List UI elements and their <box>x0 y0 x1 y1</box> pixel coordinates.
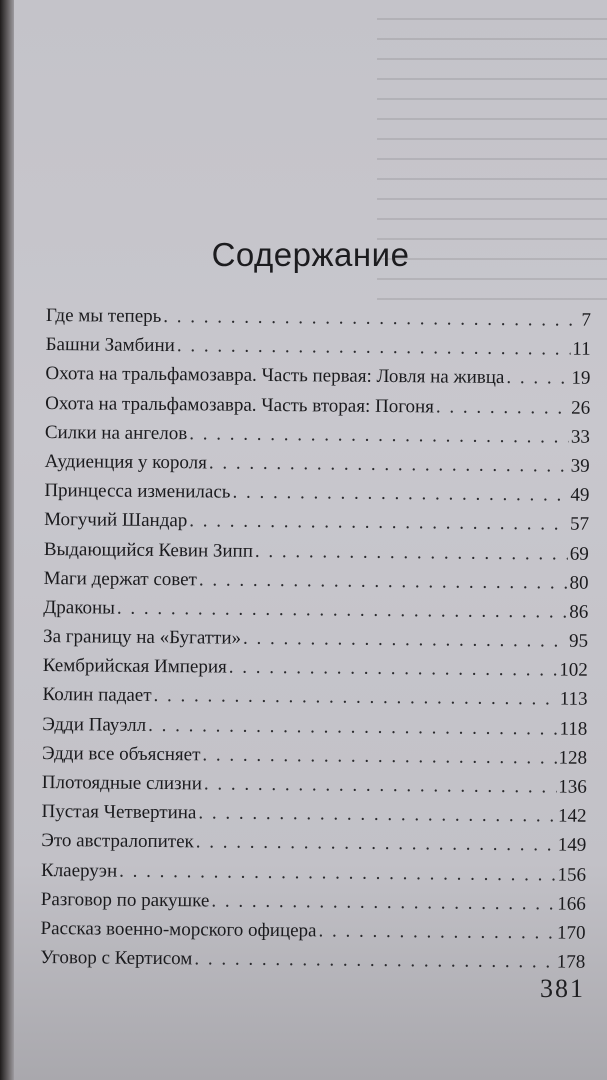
toc-entry <box>42 743 587 777</box>
toc-entry-page: 80 <box>569 572 589 594</box>
table-of-contents <box>40 305 591 981</box>
toc-entry-page: 166 <box>557 893 586 915</box>
toc-entry-page: 69 <box>569 543 589 565</box>
toc-entry <box>41 830 586 864</box>
toc-entry-title: Выдающийся Кевин Зипп <box>43 538 254 562</box>
toc-leader-dots <box>153 685 557 711</box>
toc-entry-title: Плотоядные слизни <box>41 771 203 795</box>
toc-entry-page: 142 <box>557 805 587 827</box>
toc-entry <box>43 626 588 660</box>
toc-entry <box>43 597 588 631</box>
toc-entry-page: 102 <box>559 659 588 681</box>
toc-leader-dots <box>189 423 569 448</box>
toc-leader-dots <box>243 628 567 653</box>
toc-entry-page: 113 <box>559 688 588 711</box>
toc-entry-title: Эдди Пауэлл <box>42 713 147 736</box>
toc-leader-dots <box>177 335 571 360</box>
toc-entry-title: Это австралопитек <box>41 830 194 853</box>
toc-entry-title: Колин падает <box>42 684 152 707</box>
toc-entry-page: 39 <box>570 455 590 477</box>
toc-entry-page: 49 <box>570 484 590 506</box>
toc-entry-title: Пустая Четвертина <box>41 801 197 824</box>
toc-entry-title: Клаеруэн <box>40 859 118 882</box>
toc-leader-dots <box>209 452 569 477</box>
toc-entry-title: Кембрийская Империя <box>42 655 227 678</box>
toc-entry-title: Башни Замбини <box>45 334 175 357</box>
toc-entry <box>41 801 586 835</box>
toc-leader-dots <box>255 540 568 565</box>
toc-entry-page: 57 <box>570 513 590 536</box>
toc-entry <box>40 947 585 981</box>
toc-entry-title: Охота на тральфамозавра. Часть первая: Ловля на живца <box>45 363 505 389</box>
toc-leader-dots <box>148 715 558 741</box>
toc-entry <box>44 538 589 572</box>
toc-entry <box>41 860 586 894</box>
toc-entry-title: Аудиенция у короля <box>44 450 208 474</box>
toc-entry-page: 170 <box>556 922 586 944</box>
toc-leader-dots <box>202 744 556 769</box>
toc-entry <box>45 422 590 456</box>
toc-entry-title: Драконы <box>43 596 116 619</box>
toc-entry-page: 95 <box>568 630 589 652</box>
toc-entry-title: Маги держат совет <box>43 567 197 591</box>
toc-entry-title: Эдди все объясняет <box>41 742 201 766</box>
toc-leader-dots <box>119 860 556 886</box>
toc-entry <box>43 655 588 689</box>
toc-leader-dots <box>506 367 569 390</box>
toc-entry-title: Силки на ангелов <box>44 421 188 444</box>
toc-entry-page: 33 <box>570 426 590 448</box>
toc-entry <box>44 480 589 514</box>
toc-entry <box>45 393 590 427</box>
toc-entry-page: 26 <box>571 397 591 419</box>
toc-entry-title: Рассказ военно-морского офицера <box>40 917 317 942</box>
toc-leader-dots <box>436 396 569 419</box>
toc-entry <box>40 918 585 952</box>
toc-entry-page: 136 <box>558 776 587 798</box>
page-title: Содержание <box>211 236 410 273</box>
toc-leader-dots <box>194 948 555 973</box>
toc-entry <box>45 363 590 397</box>
toc-leader-dots <box>163 306 579 332</box>
toc-entry <box>46 305 591 339</box>
toc-entry-title: Уговор с Кертисом <box>40 947 193 970</box>
toc-leader-dots <box>318 920 555 944</box>
toc-entry-page: 178 <box>556 951 586 973</box>
toc-entry-title: За границу на «Бугатти» <box>43 626 242 649</box>
toc-entry <box>42 684 587 718</box>
toc-entry-page: 7 <box>581 309 591 331</box>
toc-leader-dots <box>198 803 556 828</box>
toc-entry <box>42 714 587 748</box>
toc-leader-dots <box>211 890 555 915</box>
toc-leader-dots <box>204 773 557 798</box>
toc-entry-title: Где мы теперь <box>45 305 162 328</box>
toc-leader-dots <box>199 569 568 594</box>
toc-leader-dots <box>117 598 568 624</box>
toc-entry-page: 86 <box>569 601 589 623</box>
toc-entry-page: 11 <box>572 338 591 360</box>
toc-entry-page: 19 <box>571 367 591 390</box>
toc-entry <box>44 509 589 543</box>
toc-entry-title: Разговор по ракушке <box>40 888 210 912</box>
toc-entry <box>42 772 587 806</box>
toc-entry <box>45 334 590 368</box>
toc-entry <box>41 889 586 923</box>
book-spine-edge <box>0 0 14 1080</box>
book-page <box>14 0 607 1080</box>
page-number: 381 <box>540 974 585 1003</box>
toc-leader-dots <box>189 511 568 536</box>
toc-entry-page: 118 <box>559 718 588 740</box>
toc-entry <box>44 451 589 485</box>
toc-entry-title: Принцесса изменилась <box>44 480 231 503</box>
toc-leader-dots <box>196 832 556 857</box>
toc-leader-dots <box>232 482 568 507</box>
toc-entry-page: 149 <box>557 834 587 857</box>
toc-entry <box>43 568 588 602</box>
toc-entry-title: Могучий Шандар <box>44 509 188 532</box>
toc-entry-title: Охота на тральфамозавра. Часть вторая: Погоня <box>45 392 435 417</box>
toc-leader-dots <box>229 657 558 682</box>
toc-entry-page: 128 <box>558 747 588 769</box>
toc-entry-page: 156 <box>557 864 587 886</box>
